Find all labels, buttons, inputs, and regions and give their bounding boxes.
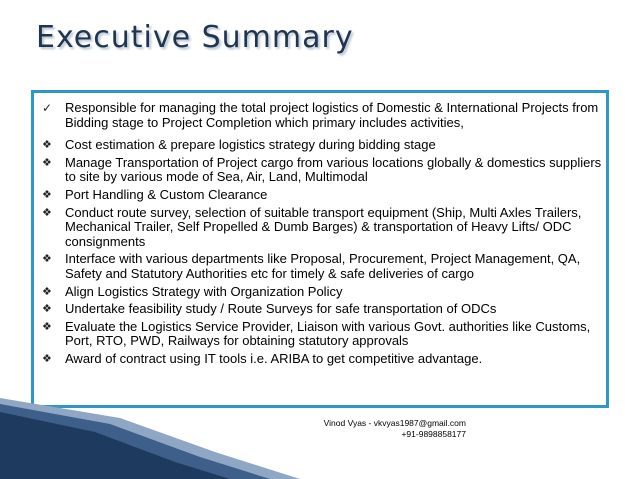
bullet-text: Port Handling & Custom Clearance	[65, 186, 268, 202]
bullet-item	[36, 206, 606, 250]
bullet-text: Align Logistics Strategy with Organization Policy	[65, 283, 343, 299]
bullet-text: Manage Transportation of Project cargo from various locations globally & domestics suppliers to site by various mode of Sea, Air, Land, Multimodal	[65, 154, 602, 185]
bullet-item	[36, 188, 606, 203]
bullet-item	[36, 252, 606, 281]
bullet-item	[36, 101, 606, 130]
corner-swoosh-dark	[0, 412, 230, 479]
diamond-bullet-icon: ❖	[42, 285, 52, 298]
diamond-bullet-icon: ❖	[42, 253, 52, 266]
bullet-item	[36, 156, 606, 185]
bullet-text: Cost estimation & prepare logistics strategy during bidding stage	[65, 137, 436, 153]
diamond-bullet-icon: ❖	[42, 206, 52, 219]
bullet-list	[36, 101, 606, 367]
checkmark-icon: ✓	[42, 101, 53, 115]
corner-swoosh-light	[0, 398, 300, 479]
bullet-item	[36, 302, 606, 317]
bullet-item	[36, 138, 606, 153]
footer-phone: +91-9898858177	[401, 429, 466, 439]
bullet-text: Responsible for managing the total project logistics of Domestic & International Projects from Bidding stage to Project Completion which primary includes activities,	[65, 100, 599, 130]
bullet-text: Interface with various departments like Proposal, Procurement, Project Management, QA, Safety and Statutory Authorities etc for timely & safe deliveries of cargo	[65, 251, 581, 281]
diamond-bullet-icon: ❖	[42, 320, 52, 333]
diamond-bullet-icon: ❖	[42, 188, 52, 201]
diamond-bullet-icon: ❖	[42, 352, 52, 365]
footer-contact	[300, 418, 466, 440]
footer-name-email: Vinod Vyas - vkvyas1987@gmail.com	[323, 418, 466, 428]
diamond-bullet-icon: ❖	[42, 303, 52, 316]
bullet-text: Award of contract using IT tools i.e. ARIBA to get competitive advantage.	[65, 350, 483, 366]
diamond-bullet-icon: ❖	[42, 156, 52, 169]
diamond-bullet-icon: ❖	[42, 139, 52, 152]
bullet-item	[36, 320, 606, 349]
corner-swoosh-mid	[0, 404, 270, 479]
bullet-item	[36, 285, 606, 300]
bullet-text: Evaluate the Logistics Service Provider, Liaison with various Govt. authorities like Customs, Port, RTO, PWD, Railways for obtaining statutory approvals	[65, 318, 591, 349]
bullet-item	[36, 352, 606, 367]
bullet-text: Undertake feasibility study / Route Surveys for safe transportation of ODCs	[65, 301, 497, 317]
slide-title: Executive Summary	[36, 20, 354, 55]
bullet-text: Conduct route survey, selection of suitable transport equipment (Ship, Multi Axles Trailers, Mechanical Trailer, Self Propelled & Dumb Barges) & transportation of Heavy Lifts/ ODC consignments	[65, 204, 582, 249]
